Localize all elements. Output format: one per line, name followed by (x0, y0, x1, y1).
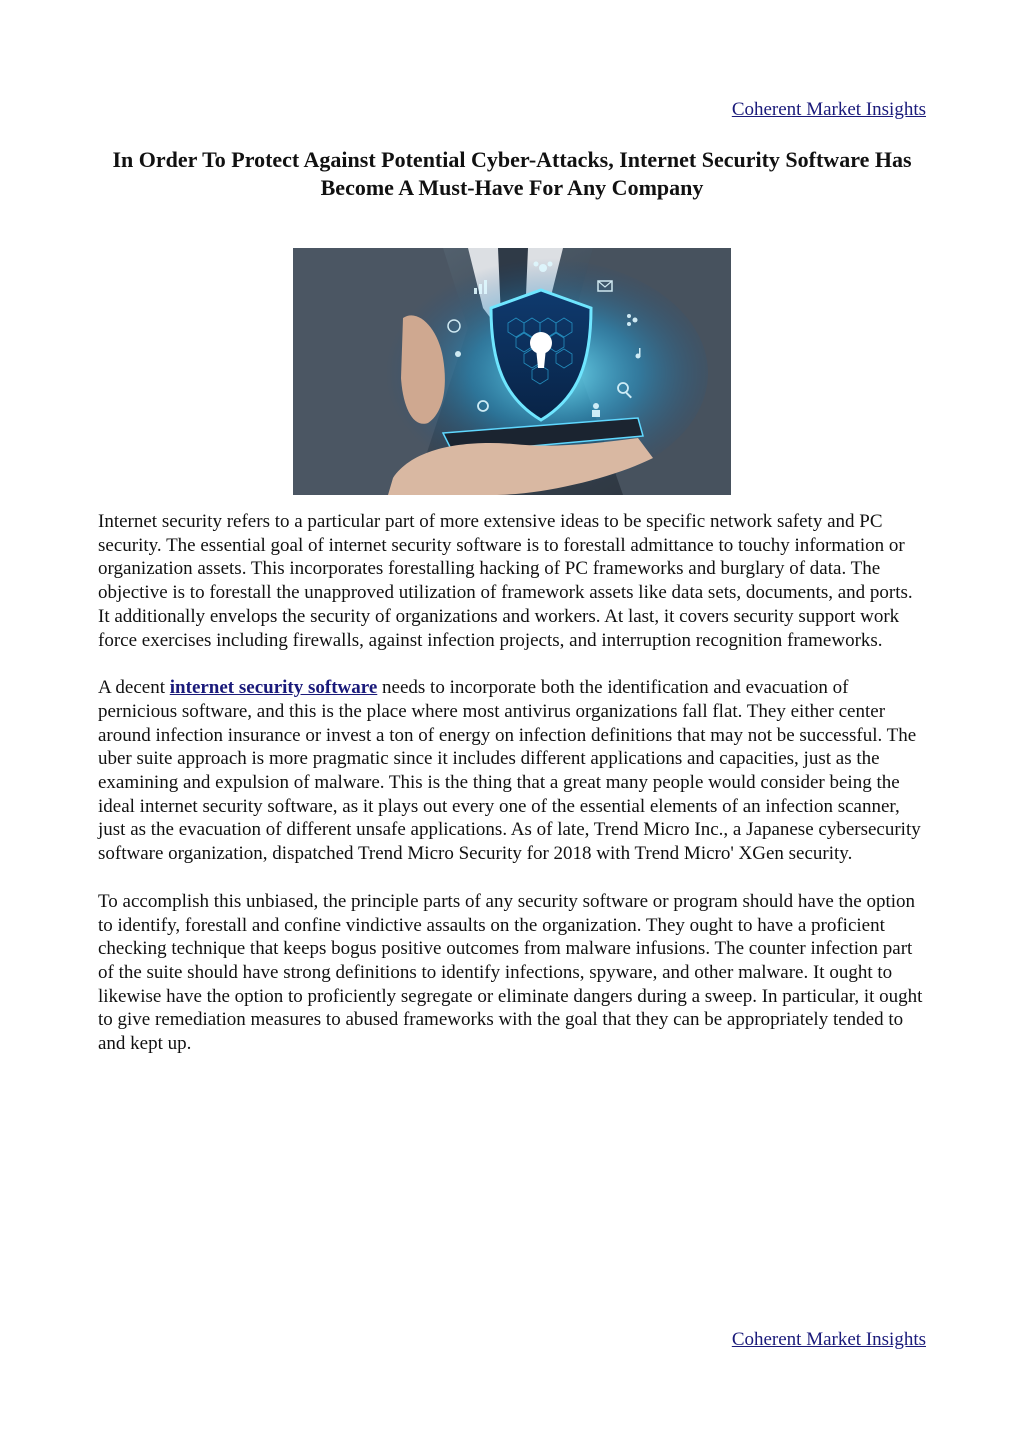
paragraph-1: Internet security refers to a particular part of more extensive ideas to be specific network safety and PC security. The essential goal of internet security software is to forestall admittance to touchy information or organization assets. This incorporates forestalling hacking of PC frameworks and burglary of data. The objective is to forestall the unapproved utilization of framework assets like data sets, documents, and ports. It additionally envelops the security of organizations and workers. At last, it covers security support work force exercises including firewalls, against infection projects, and interruption recognition frameworks. (98, 511, 913, 651)
paragraph-3: To accomplish this unbiased, the principle parts of any security software or program should have the option to identify, forestall and confine vindictive assaults on the organization. They ought to have a proficient checking technique that keeps bogus positive outcomes from malware infusions. The counter infection part of the suite should have strong definitions to identify infections, spyware, and other malware. It ought to likewise have the option to proficiently segregate or eliminate dangers during a sweep. In particular, it ought to give remediation measures to abused frameworks with the goal that they can be appropriately tended to and kept up. (98, 890, 923, 1055)
hero-image (293, 248, 731, 495)
header-site-link[interactable]: Coherent Market Insights (731, 99, 926, 120)
paragraph-2-rest: needs to incorporate both the identification and evacuation of pernicious software, and this is the place where most antivirus organizations fall flat. They either center around infection insurance or invest a ton of energy on infection definitions that may not be successful. The uber suite approach is more pragmatic since it includes different applications and capacities, just as the examining and expulsion of malware. This is the thing that a great many people would consider being the ideal internet security software, as it plays out every one of the essential elements of an infection scanner, just as the evacuation of different unsafe applications. As of late, Trend Micro Inc., a Japanese cybersecurity software organization, dispatched Trend Micro Security for 2018 with Trend Micro' XGen security. (98, 677, 921, 865)
article-body (98, 510, 928, 1080)
footer-site-link[interactable]: Coherent Market Insights (731, 1329, 926, 1350)
paragraph-2-start: A decent (98, 677, 170, 699)
page-title: In Order To Protect Against Potential Cyber-Attacks, Internet Security Software Has Become A Must-Have For Any Company (112, 147, 912, 200)
internet-security-software-link[interactable]: internet security software (169, 677, 378, 699)
paragraph-2 (98, 676, 928, 866)
